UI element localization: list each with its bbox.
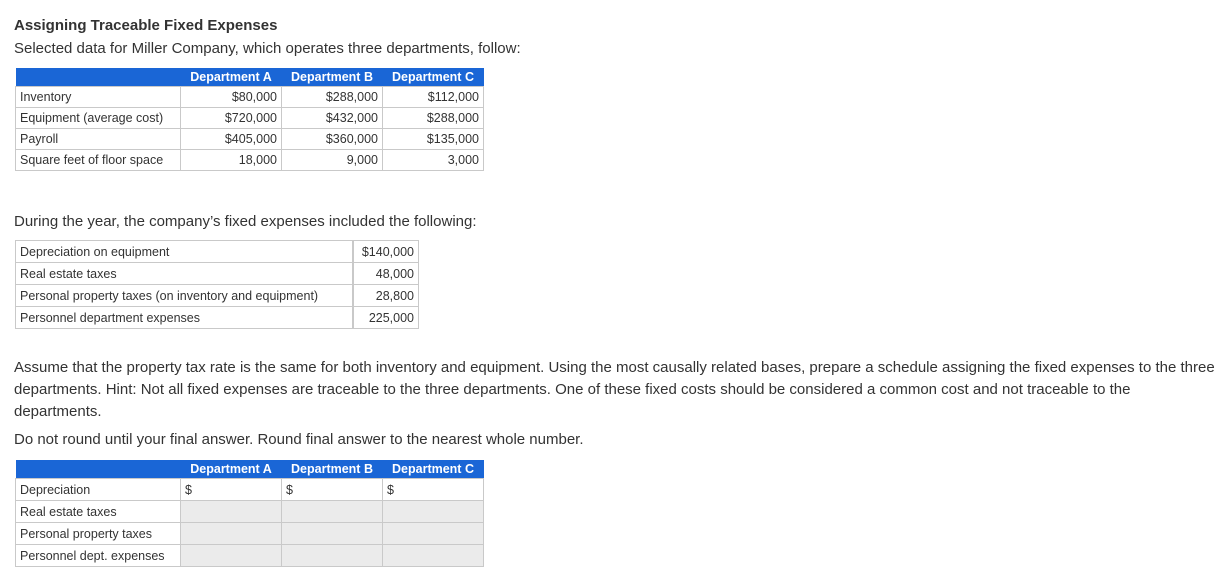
intro-text: Selected data for Miller Company, which operates three departments, follow: (14, 40, 521, 57)
department-data-table (15, 68, 484, 171)
header-department-a: Department A (181, 460, 282, 479)
table-row (16, 263, 419, 285)
table-row (16, 545, 484, 567)
cell-value: $80,000 (181, 86, 282, 107)
cell-value: $140,000 (353, 241, 419, 263)
header-department-b: Department B (282, 460, 383, 479)
header-department-b: Department B (282, 68, 383, 86)
header-blank (16, 460, 181, 479)
currency-symbol: $ (185, 482, 192, 497)
table-row (16, 479, 484, 501)
instructions-text: Assume that the property tax rate is the same for both inventory and equipment. Using the most causally related bases, prepare a schedule assigning the fixed expenses to the three departments. Hint: Not all fixed expenses are traceable to the three departments. One of these fixed costs should be considered a common cost and not traceable to the departments. (14, 359, 1215, 420)
cell-value: 225,000 (353, 307, 419, 329)
header-department-a: Department A (181, 68, 282, 86)
row-label: Personal property taxes (on inventory and equipment) (16, 285, 353, 307)
fixed-expenses-intro: During the year, the company’s fixed expenses included the following: (14, 213, 477, 230)
personal-property-taxes-dept-b-input[interactable] (282, 523, 383, 545)
cell-value: 3,000 (383, 149, 484, 170)
cell-value: 48,000 (353, 263, 419, 285)
rounding-note: Do not round until your final answer. Round final answer to the nearest whole number. (14, 431, 584, 448)
real-estate-taxes-dept-b-input[interactable] (282, 501, 383, 523)
table-row (16, 501, 484, 523)
cell-value: 28,800 (353, 285, 419, 307)
currency-symbol: $ (286, 482, 293, 497)
personnel-expenses-dept-b-input[interactable] (282, 545, 383, 567)
row-label: Equipment (average cost) (16, 107, 181, 128)
row-label: Depreciation on equipment (16, 241, 353, 263)
cell-value: 9,000 (282, 149, 383, 170)
cell-value: $360,000 (282, 128, 383, 149)
personal-property-taxes-dept-a-input[interactable] (181, 523, 282, 545)
cell-value: 18,000 (181, 149, 282, 170)
table-row (16, 523, 484, 545)
real-estate-taxes-dept-a-input[interactable] (181, 501, 282, 523)
cell-value: $112,000 (383, 86, 484, 107)
row-label: Personnel dept. expenses (16, 545, 181, 567)
header-department-c: Department C (383, 68, 484, 86)
real-estate-taxes-dept-c-input[interactable] (383, 501, 484, 523)
personnel-expenses-dept-c-input[interactable] (383, 545, 484, 567)
row-label: Depreciation (16, 479, 181, 501)
page-title: Assigning Traceable Fixed Expenses (14, 17, 278, 34)
cell-value: $135,000 (383, 128, 484, 149)
header-blank (16, 68, 181, 86)
cell-value: $288,000 (282, 86, 383, 107)
depreciation-dept-c-input[interactable] (383, 479, 484, 501)
table-row (16, 285, 419, 307)
row-label: Personnel department expenses (16, 307, 353, 329)
currency-symbol: $ (387, 482, 394, 497)
personnel-expenses-dept-a-input[interactable] (181, 545, 282, 567)
table-row (16, 107, 484, 128)
row-label: Real estate taxes (16, 263, 353, 285)
depreciation-dept-a-input[interactable] (181, 479, 282, 501)
cell-value: $288,000 (383, 107, 484, 128)
personal-property-taxes-dept-c-input[interactable] (383, 523, 484, 545)
row-label: Payroll (16, 128, 181, 149)
table-row (16, 86, 484, 107)
table-row (16, 307, 419, 329)
cell-value: $720,000 (181, 107, 282, 128)
table-row (16, 241, 419, 263)
row-label: Real estate taxes (16, 501, 181, 523)
row-label: Inventory (16, 86, 181, 107)
table-row (16, 149, 484, 170)
table-row (16, 128, 484, 149)
answer-schedule-table (15, 460, 484, 567)
header-department-c: Department C (383, 460, 484, 479)
cell-value: $405,000 (181, 128, 282, 149)
fixed-expenses-table (15, 240, 419, 329)
depreciation-dept-b-input[interactable] (282, 479, 383, 501)
cell-value: $432,000 (282, 107, 383, 128)
row-label: Personal property taxes (16, 523, 181, 545)
row-label: Square feet of floor space (16, 149, 181, 170)
